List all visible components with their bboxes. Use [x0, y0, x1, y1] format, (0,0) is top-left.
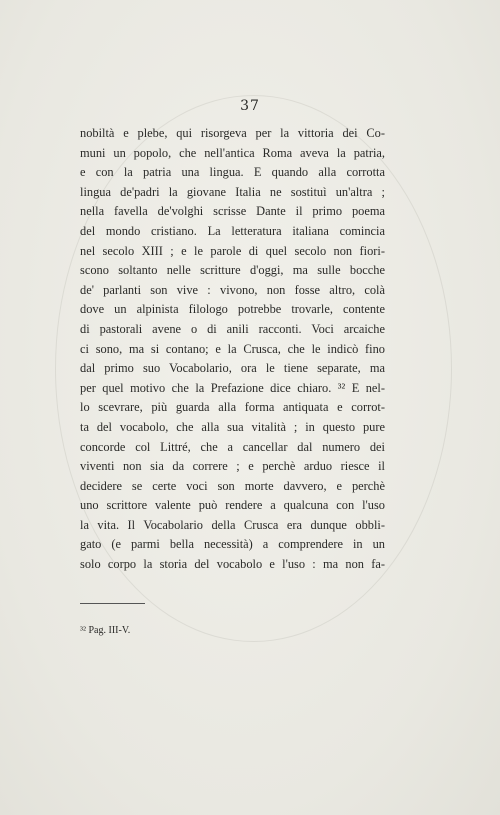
- text-line: dove un alpinista filologo potrebbe trovarle, contente: [80, 302, 385, 317]
- text-line: solo corpo la storia del vocabolo e l'uso : ma non fa-: [80, 557, 385, 572]
- text-line: nel secolo XIII ; e le parole di quel secolo non fiori-: [80, 243, 385, 258]
- text-line: di pastorali avene o di anili racconti. Voci arcaiche: [80, 321, 385, 336]
- text-line: e con la patria una lingua. E quando alla corrotta: [80, 165, 385, 180]
- text-line: del mondo cristiano. La letteratura italiana comincia: [80, 223, 385, 238]
- text-line: lo scevrare, più guarda alla forma antiquata e corrot-: [80, 400, 385, 415]
- text-line: ta del vocabolo, che alla sua vitalità ; in questo pure: [80, 419, 385, 434]
- text-line: scono soltanto nelle scritture d'oggi, ma sulle bocche: [80, 263, 385, 278]
- text-line: lingua de'padri la giovane Italia ne sostituì un'altra ;: [80, 184, 385, 199]
- text-line: per quel motivo che la Prefazione dice chiaro. ³² E nel-: [80, 380, 385, 395]
- text-line: uno scrittore valente può rendere a qualcuna con l'uso: [80, 498, 385, 513]
- body-text: [80, 124, 385, 575]
- text-line: viventi non sia da correre ; e perchè arduo riesce il: [80, 459, 385, 474]
- text-line: ci sono, ma si contano; e la Crusca, che le indicò fino: [80, 341, 385, 356]
- text-line: muni un popolo, che nell'antica Roma aveva la patria,: [80, 145, 385, 160]
- text-line: de' parlanti son vive : vivono, non fosse altro, colà: [80, 282, 385, 297]
- text-line: gato (e parmi bella necessità) a comprendere in un: [80, 537, 385, 552]
- text-line: la vita. Il Vocabolario della Crusca era dunque obbli-: [80, 517, 385, 532]
- text-line: nobiltà e plebe, qui risorgeva per la vittoria dei Co-: [80, 126, 385, 140]
- text-line: decidere se certe voci son morte davvero, e perchè: [80, 478, 385, 493]
- text-line: concorde col Littré, che a cancellar dal numero dei: [80, 439, 385, 454]
- footnote-rule: [80, 603, 145, 604]
- page-number: 37: [240, 98, 260, 114]
- text-line: dal primo suo Vocabolario, ora le tiene separate, ma: [80, 361, 385, 376]
- text-line: nella favella de'volghi scrisse Dante il primo poema: [80, 204, 385, 219]
- footnote: ³² Pag. III-V.: [80, 625, 131, 636]
